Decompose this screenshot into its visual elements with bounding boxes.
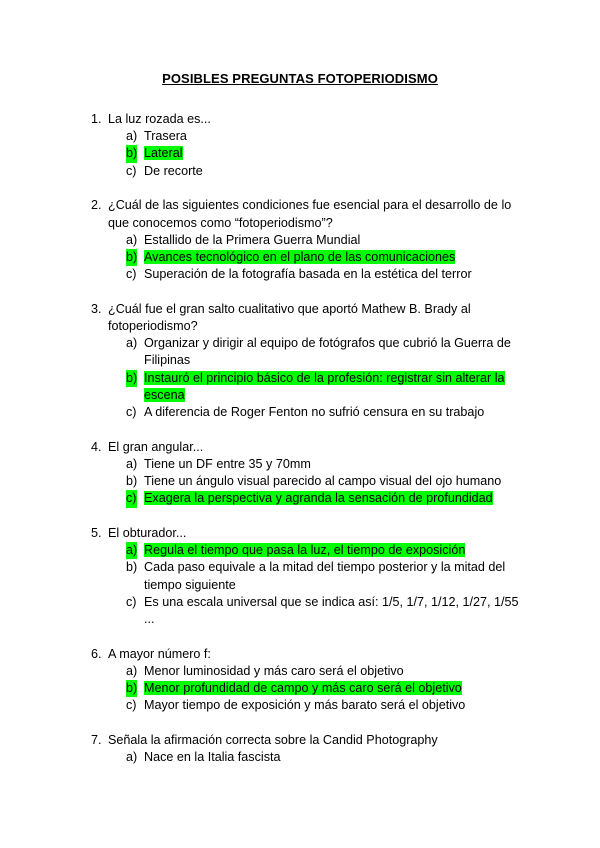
option-letter: c) [126, 698, 137, 713]
option-text: Estallido de la Primera Guerra Mundial [144, 232, 361, 247]
option-text: Exagera la perspectiva y agranda la sensación de profundidad [144, 491, 493, 506]
question-item [91, 439, 531, 508]
question-text: ¿Cuál fue el gran salto cualitativo que aportó Mathew B. Brady al fotoperiodismo? [108, 301, 471, 334]
option-text: Tiene un ángulo visual parecido al campo visual del ojo humano [144, 474, 502, 489]
answer-options [108, 663, 531, 715]
answer-option [126, 163, 531, 180]
option-letter: b) [126, 680, 137, 697]
question-number: 5. [91, 526, 102, 541]
option-text: Organizar y dirigir al equipo de fotógrafos que cubrió la Guerra de Filipinas [144, 336, 511, 368]
answer-option [126, 456, 531, 473]
question-item [91, 525, 531, 628]
option-letter: c) [126, 163, 137, 178]
option-text: Cada paso equivale a la mitad del tiempo posterior y la mitad del tiempo siguiente [144, 560, 506, 592]
option-letter: a) [126, 129, 138, 144]
option-text: Tiene un DF entre 35 y 70mm [144, 456, 311, 471]
answer-options [108, 232, 531, 284]
option-text: Nace en la Italia fascista [144, 750, 281, 765]
option-letter: a) [126, 663, 138, 678]
answer-options [108, 456, 531, 508]
answer-option-correct [126, 490, 531, 507]
option-letter: b) [126, 560, 138, 575]
answer-options [108, 749, 531, 766]
answer-option [126, 594, 531, 628]
option-letter: a) [126, 542, 137, 559]
answer-options [108, 335, 531, 421]
question-text: A mayor número f: [108, 646, 211, 661]
question-item [91, 111, 531, 180]
question-item [91, 197, 531, 283]
answer-option [126, 697, 531, 714]
question-list [91, 111, 531, 784]
question-number: 2. [91, 198, 102, 213]
answer-option [126, 559, 531, 593]
page-title: POSIBLES PREGUNTAS FOTOPERIODISMO [162, 71, 438, 86]
option-text: Avances tecnológico en el plano de las comunicaciones [144, 249, 456, 264]
option-text: Lateral [144, 146, 183, 161]
answer-option [126, 663, 531, 680]
option-text: Es una escala universal que se indica así: 1/5, 1/7, 1/12, 1/27, 1/55 ... [144, 594, 519, 627]
option-text: Superación de la fotografía basada en la estética del terror [144, 267, 472, 282]
answer-options [108, 128, 531, 180]
question-text: Señala la afirmación correcta sobre la Candid Photography [108, 733, 438, 748]
answer-option [126, 232, 531, 249]
answer-option [126, 266, 531, 283]
question-number: 6. [91, 646, 102, 661]
option-letter: b) [126, 474, 138, 489]
option-text: A diferencia de Roger Fenton no sufrió censura en su trabajo [144, 405, 485, 420]
answer-option-correct [126, 370, 531, 404]
option-text: Trasera [144, 129, 187, 144]
answer-option-correct [126, 145, 531, 162]
option-letter: c) [126, 594, 137, 609]
question-number: 4. [91, 439, 102, 454]
option-letter: c) [126, 490, 137, 507]
answer-option [126, 128, 531, 145]
answer-option [126, 473, 531, 490]
option-letter: a) [126, 232, 138, 247]
question-text: ¿Cuál de las siguientes condiciones fue esencial para el desarrollo de lo que conocemos como “fotoperiodismo”? [108, 198, 512, 230]
option-text: De recorte [144, 163, 203, 178]
answer-option-correct [126, 542, 531, 559]
question-item [91, 732, 531, 766]
option-text: Regula el tiempo que pasa la luz, el tiempo de exposición [144, 543, 466, 558]
option-letter: a) [126, 750, 138, 765]
option-letter: c) [126, 267, 137, 282]
question-number: 7. [91, 733, 102, 748]
option-letter: a) [126, 456, 138, 471]
option-letter: a) [126, 336, 138, 351]
option-letter: b) [126, 370, 137, 387]
option-letter: c) [126, 405, 137, 420]
question-number: 1. [91, 112, 102, 126]
option-text: Menor profundidad de campo y más caro será el objetivo [144, 681, 462, 696]
option-letter: b) [126, 145, 137, 162]
question-number: 3. [91, 301, 102, 316]
answer-option-correct [126, 680, 531, 697]
answer-options [108, 542, 531, 628]
answer-option [126, 404, 531, 421]
option-text: Menor luminosidad y más caro será el objetivo [144, 663, 404, 678]
answer-option [126, 335, 531, 369]
question-text: El gran angular... [108, 439, 204, 454]
answer-option [126, 749, 531, 766]
option-letter: b) [126, 249, 137, 266]
question-text: La luz rozada es... [108, 112, 211, 126]
question-item [91, 646, 531, 715]
option-text: Mayor tiempo de exposición y más barato será el objetivo [144, 698, 466, 713]
question-item [91, 301, 531, 421]
question-text: El obturador... [108, 526, 187, 541]
answer-option-correct [126, 249, 531, 266]
option-text: Instauró el principio básico de la profesión: registrar sin alterar la escena [144, 370, 505, 402]
